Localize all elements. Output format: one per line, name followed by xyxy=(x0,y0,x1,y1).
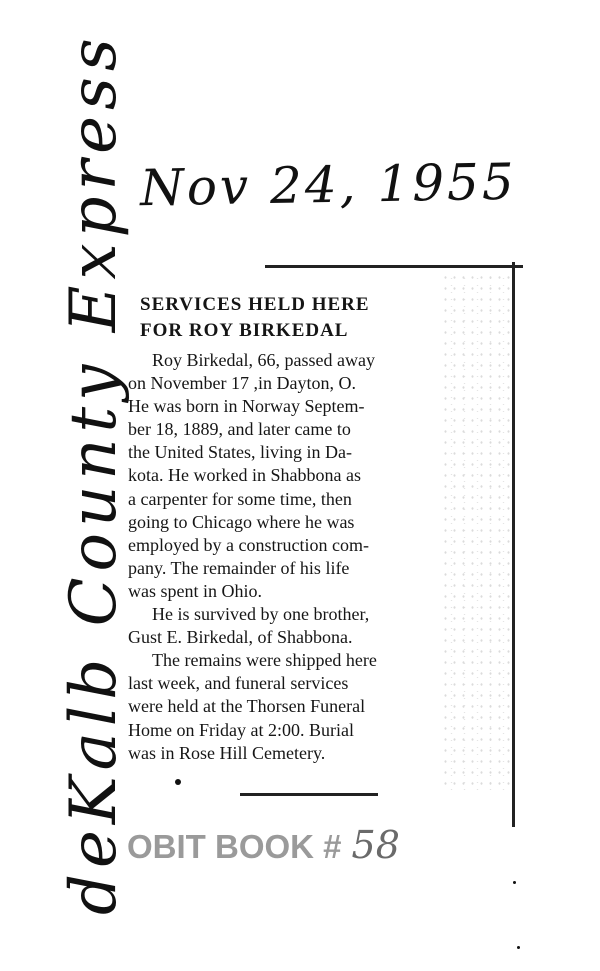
top-rule xyxy=(265,265,523,268)
headline-line: FOR ROY BIRKEDAL xyxy=(140,320,349,341)
article-line: pany. The remainder of his life xyxy=(128,557,350,578)
article-line: were held at the Thorsen Funeral xyxy=(128,696,366,717)
article-body xyxy=(128,349,512,765)
ink-speck xyxy=(513,881,516,884)
article-line: Home on Friday at 2:00. Burial xyxy=(128,719,354,740)
column-rule xyxy=(512,262,515,827)
article-line: Roy Birkedal, 66, passed away xyxy=(152,350,375,370)
article-line: the United States, living in Da- xyxy=(128,442,352,463)
stamp-label: OBIT BOOK # xyxy=(127,828,342,865)
stamp-number: 58 xyxy=(351,823,400,867)
obit-book-stamp xyxy=(127,823,400,867)
article-line: a carpenter for some time, then xyxy=(128,488,352,509)
article-line: on November 17 ,in Dayton, O. xyxy=(128,373,356,394)
article-line: He was born in Norway Septem- xyxy=(128,396,365,417)
newspaper-clipping xyxy=(120,262,515,827)
ink-speck xyxy=(175,779,181,785)
article-line: employed by a construction com- xyxy=(128,534,369,555)
ink-speck xyxy=(517,946,520,949)
article-line: was in Rose Hill Cemetery. xyxy=(128,742,326,763)
paragraph-obituary xyxy=(128,349,512,603)
bottom-rule xyxy=(240,793,378,796)
article-line: ber 18, 1889, and later came to xyxy=(128,419,351,440)
headline-line: SERVICES HELD HERE xyxy=(140,294,370,315)
article-line: Gust E. Birkedal, of Shabbona. xyxy=(128,627,353,648)
article-line: last week, and funeral services xyxy=(128,673,349,694)
handwritten-source-note: deKalb County Express xyxy=(57,32,131,915)
handwritten-date: Nov 24, 1955 xyxy=(139,152,518,218)
article-line: He is survived by one brother, xyxy=(152,604,370,625)
headline xyxy=(140,292,510,344)
article-line: kota. He worked in Shabbona as xyxy=(128,465,361,486)
paragraph-services xyxy=(128,649,512,764)
article-line: going to Chicago where he was xyxy=(128,511,355,532)
article-line: The remains were shipped here xyxy=(152,650,377,671)
article-line: was spent in Ohio. xyxy=(128,580,262,601)
paragraph-survivors xyxy=(128,603,512,649)
